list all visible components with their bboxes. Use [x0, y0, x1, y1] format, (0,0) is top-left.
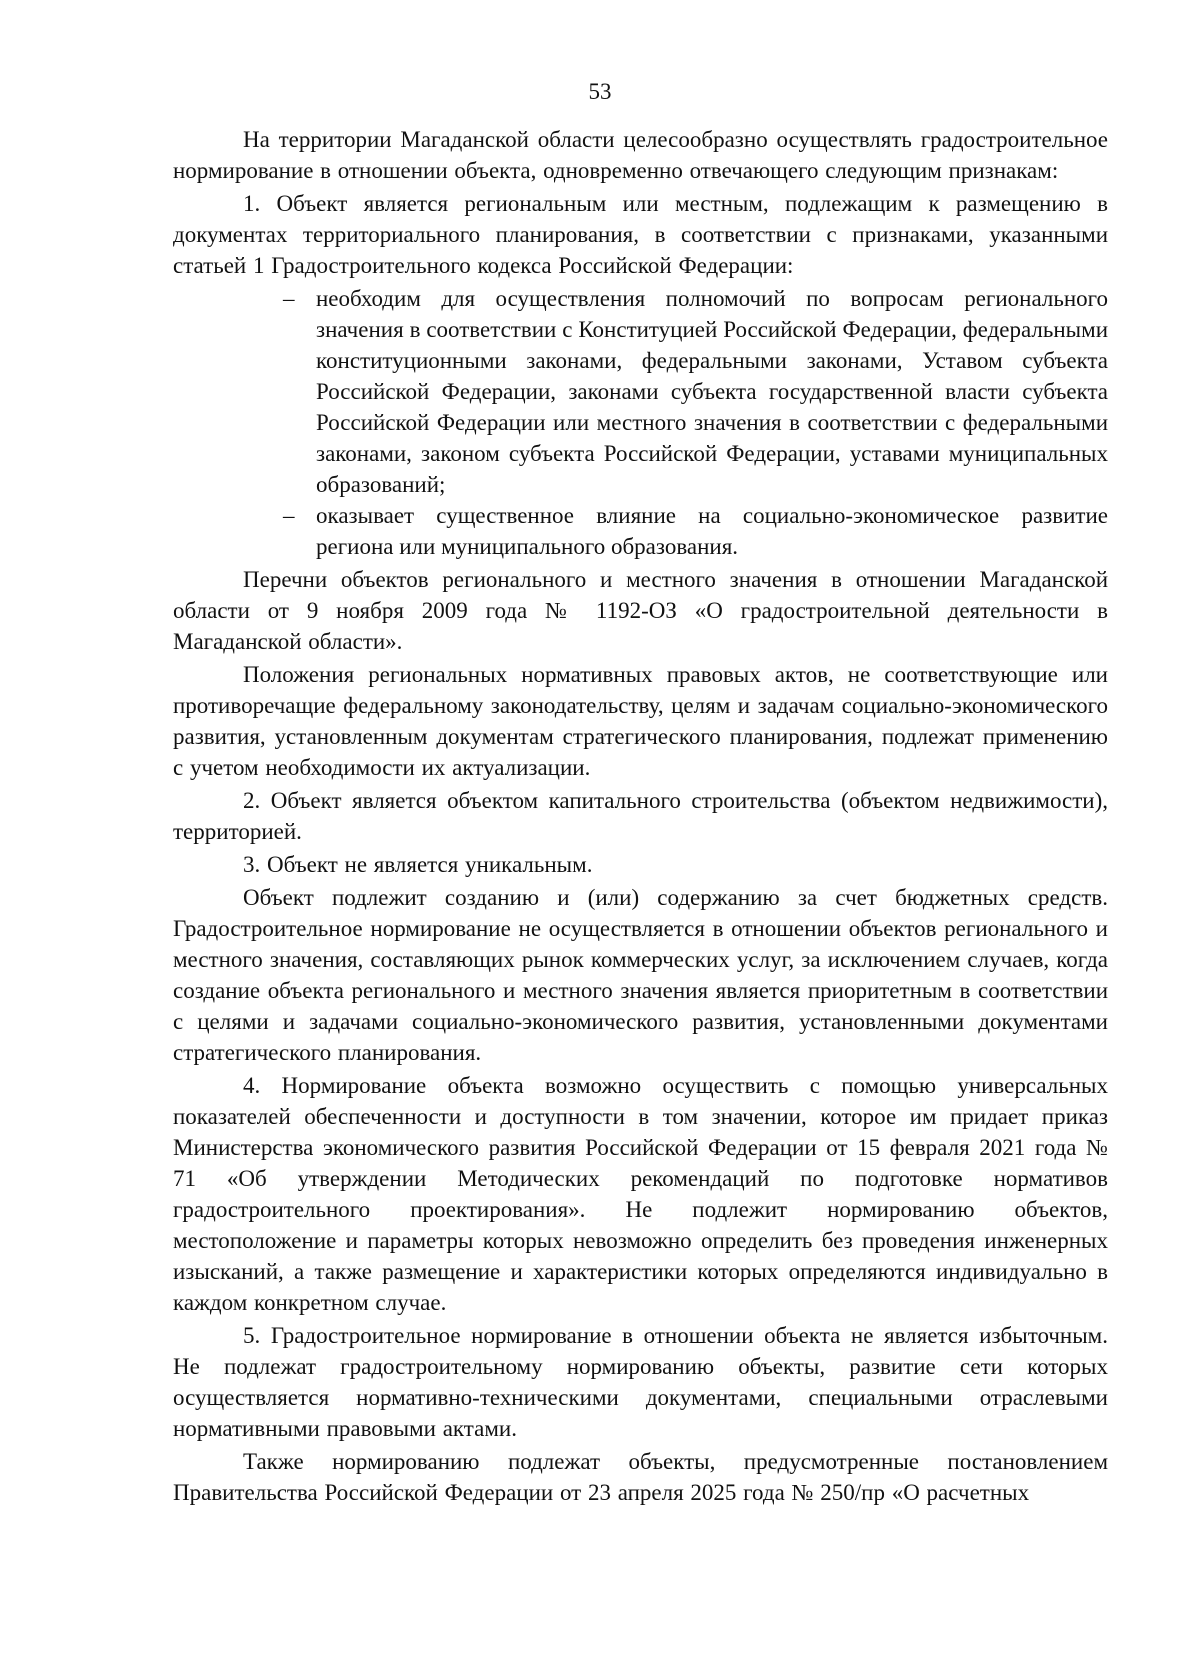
list-item	[283, 500, 1108, 562]
page-number: 53	[588, 79, 612, 104]
paragraph-also-normed: Также нормированию подлежат объекты, предусмотренные постановлением Правительства Российской Федерации от 23 апреля 2025 года № 250/пр «О расчетных	[173, 1449, 1108, 1505]
paragraph-regional-acts: Положения региональных нормативных правовых актов, не соответствующие или противоречащие федеральному законодательству, целям и задачам социально-экономического развития, установленным документам стратегического планирования, подлежат применению с учетом необходимости их актуализации.	[173, 662, 1108, 780]
paragraph-criterion-3: 3. Объект не является уникальным.	[243, 852, 593, 877]
paragraph-intro: На территории Магаданской области целесообразно осуществлять градостроительное нормирование в отношении объекта, одновременно отвечающего следующим признакам:	[173, 127, 1108, 183]
criteria-bullet-list	[173, 283, 1108, 562]
dash-marker: –	[283, 503, 295, 528]
document-body	[173, 124, 1108, 1510]
list-item-text: необходим для осуществления полномочий по вопросам регионального значения в соответствии с Конституцией Российской Федерации, федеральными конституционными законами, федеральными законами, Уставом субъекта Российской Федерации, законами субъекта государственной власти субъекта Российской Федерации или местного значения в соответствии с федеральными законами, законом субъекта Российской Федерации, уставами муниципальных образований;	[316, 286, 1108, 497]
paragraph-criterion-5: 5. Градостроительное нормирование в отношении объекта не является избыточным. Не подлежат градостроительному нормированию объекты, развитие сети которых осуществляется нормативно-техническими документами, специальными отраслевыми нормативными правовыми актами.	[173, 1323, 1108, 1441]
paragraph-budget-funding: Объект подлежит созданию и (или) содержанию за счет бюджетных средств. Градостроительное нормирование не осуществляется в отношении объектов регионального и местного значения, составляющих рынок коммерческих услуг, за исключением случаев, когда создание объекта регионального и местного значения является приоритетным в соответствии с целями и задачами социально-экономического развития, установленными документами стратегического планирования.	[173, 885, 1108, 1065]
list-item-text: оказывает существенное влияние на социально-экономическое развитие региона или муниципального образования.	[316, 503, 1108, 559]
dash-marker: –	[283, 286, 295, 311]
paragraph-criterion-1: 1. Объект является региональным или местным, подлежащим к размещению в документах территориального планирования, в соответствии с признаками, указанными статьей 1 Градостроительного кодекса Российской Федерации:	[173, 191, 1108, 278]
paragraph-object-lists: Перечни объектов регионального и местного значения в отношении Магаданской области от 9 ноября 2009 года № 1192-ОЗ «О градостроительной деятельности в Магаданской области».	[173, 567, 1108, 654]
list-item	[283, 283, 1108, 500]
paragraph-criterion-4: 4. Нормирование объекта возможно осуществить с помощью универсальных показателей обеспеченности и доступности в том значении, которое им придает приказ Министерства экономического развития Российской Федерации от 15 февраля 2021 года № 71 «Об утверждении Методических рекомендаций по подготовке нормативов градостроительного проектирования». Не подлежит нормированию объектов, местоположение и параметры которых невозможно определить без проведения инженерных изысканий, а также размещение и характеристики которых определяются индивидуально в каждом конкретном случае.	[173, 1073, 1108, 1315]
paragraph-criterion-2: 2. Объект является объектом капитального строительства (объектом недвижимости), территорией.	[173, 788, 1108, 844]
